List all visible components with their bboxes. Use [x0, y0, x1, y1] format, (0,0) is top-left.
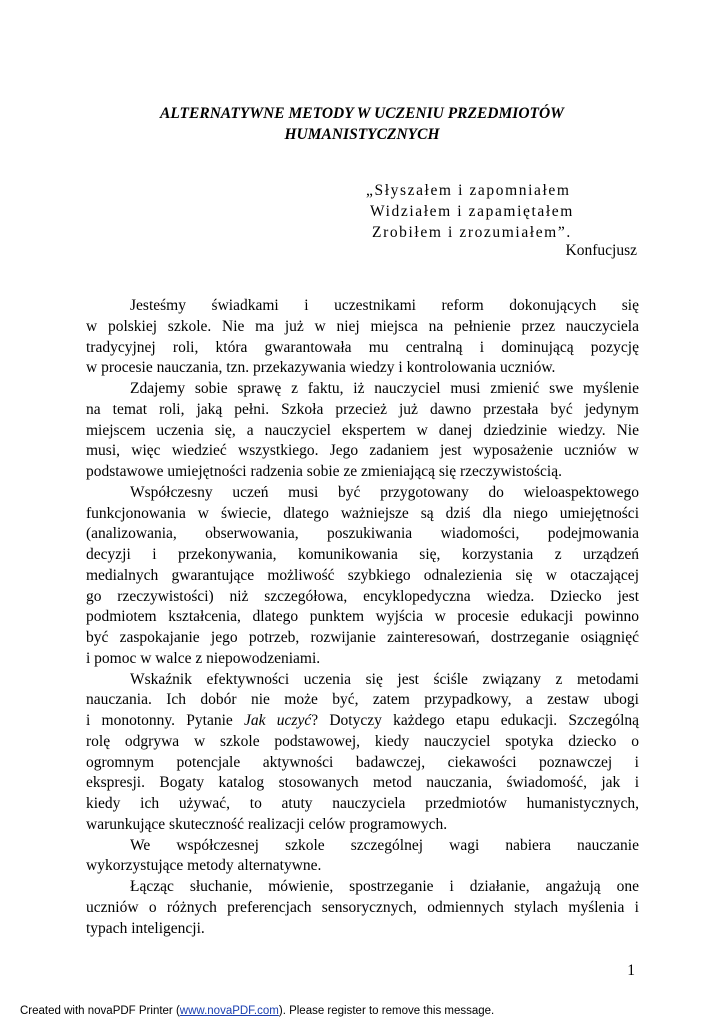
body-text [86, 296, 639, 939]
text-line: podstawowe umiejętności radzenia sobie ze zmieniającą się rzeczywistością. [86, 463, 562, 480]
text-line: nauczania. Ich dobór nie może być, zatem przypadkowy, a zestaw ubogi [86, 691, 639, 709]
text-line: uczniów o różnych preferencjach sensorycznych, odmiennych stylach myślenia i [86, 898, 639, 916]
text-line: być zaspokajanie jego potrzeb, rozwijanie zainteresowań, dostrzeganie osiągnięć [86, 629, 639, 646]
paragraph [86, 483, 639, 670]
paragraph [86, 836, 639, 878]
text-line: Wskaźnik efektywności uczenia się jest ściśle związany z metodami [130, 670, 639, 688]
text-line: musi, więc wiedzieć wszystkiego. Jego zadaniem jest wyposażenie uczniów w [86, 442, 639, 460]
text-line: We współczesnej szkole szczególnej wagi nabiera nauczanie [130, 836, 639, 854]
title-line-1: ALTERNATYWNE METODY W UCZENIU PRZEDMIOTÓW [160, 105, 564, 122]
text-line: ekspresji. Bogaty katalog stosowanych metod nauczania, świadomość, jak i [86, 774, 639, 792]
text-line: kiedy ich używać, to atuty nauczyciela przedmiotów humanistycznych, [86, 795, 639, 812]
text-line: Jesteśmy świadkami i uczestnikami reform dokonujących się [130, 297, 639, 314]
footer-text: Created with novaPDF Printer ( [20, 1005, 180, 1017]
text-line [86, 711, 639, 732]
text-line: warunkujące skuteczność realizacji celów programowych. [86, 815, 448, 833]
text-line: w procesie nauczania, tzn. przekazywania wiedzy i kontrolowania uczniów. [86, 359, 556, 377]
emphasis-jak-uczyc: Jak uczyć [244, 712, 312, 729]
text-line: wykorzystujące metody alternatywne. [86, 857, 322, 875]
text-line: rolę odgrywa w szkole podstawowej, kiedy nauczyciel spotyka dziecko o [86, 732, 639, 750]
epigraph-author: Konfucjusz [565, 242, 637, 259]
text-fragment: ? Dotyczy każdego etapu edukacji. Szczególną [311, 712, 640, 729]
text-line: go rzeczywistości) niż szczegółowa, encyklopedyczna wiedza. Dziecko jest [86, 587, 639, 605]
text-line: na temat roli, jaką pełni. Szkoła przecież już dawno przestała być jedynym [86, 400, 639, 418]
text-line: typach inteligencji. [86, 919, 205, 937]
text-line: i pomoc w walce z niepowodzeniami. [86, 649, 321, 667]
text-line: (analizowania, obserwowania, poszukiwania wiadomości, podejmowania [86, 525, 639, 543]
text-line: Zdajemy sobie sprawę z faktu, iż nauczyciel musi zmienić swe myślenie [130, 380, 639, 397]
text-fragment: i monotonny. Pytanie [86, 712, 245, 729]
text-line: w polskiej szkole. Nie ma już w niej miejsca na pełnienie przez nauczyciela [86, 317, 639, 335]
epigraph-line-3: Zrobiłem i zrozumiałem”. [372, 224, 572, 241]
paragraph [86, 670, 639, 836]
text-line: ogromnym potencjale aktywności badawczej, ciekawości poznawczej i [86, 753, 639, 771]
text-line: funkcjonowania w świecie, dlatego ważniejsze są dziś dla niego umiejętności [86, 504, 639, 522]
text-line: miejscem uczenia się, a nauczyciel ekspertem w danej dziedzinie wiedzy. Nie [86, 421, 639, 439]
text-line: tradycyjnej roli, która gwarantowała mu centralną i dominującą pozycję [86, 338, 639, 356]
epigraph-line-2: Widziałem i zapamiętałem [370, 203, 574, 220]
epigraph-line-1: „Słyszałem i zapomniałem [366, 182, 571, 199]
paragraph [86, 379, 639, 483]
text-line: medialnych gwarantujące możliwość szybkiego odnalezienia się w otaczającej [86, 566, 639, 584]
printer-watermark-footer [20, 1005, 494, 1017]
novapdf-link[interactable]: www.novaPDF.com [179, 1005, 279, 1017]
title-line-2: HUMANISTYCZNYCH [284, 126, 440, 143]
page-number: 1 [627, 962, 635, 979]
document-title [0, 103, 724, 145]
text-line: Łącząc słuchanie, mówienie, spostrzeganie i działanie, angażują one [130, 878, 639, 895]
text-line: decyzji i przekonywania, komunikowania się, korzystania z urządzeń [86, 546, 639, 563]
footer-text: ). Please register to remove this message. [278, 1005, 495, 1017]
paragraph [86, 296, 639, 379]
paragraph [86, 877, 639, 939]
text-line: podmiotem kształcenia, dlatego punktem wyjścia w procesie edukacji powinno [86, 608, 639, 626]
epigraph [366, 180, 574, 243]
text-line: Współczesny uczeń musi być przygotowany do wieloaspektowego [130, 483, 639, 501]
